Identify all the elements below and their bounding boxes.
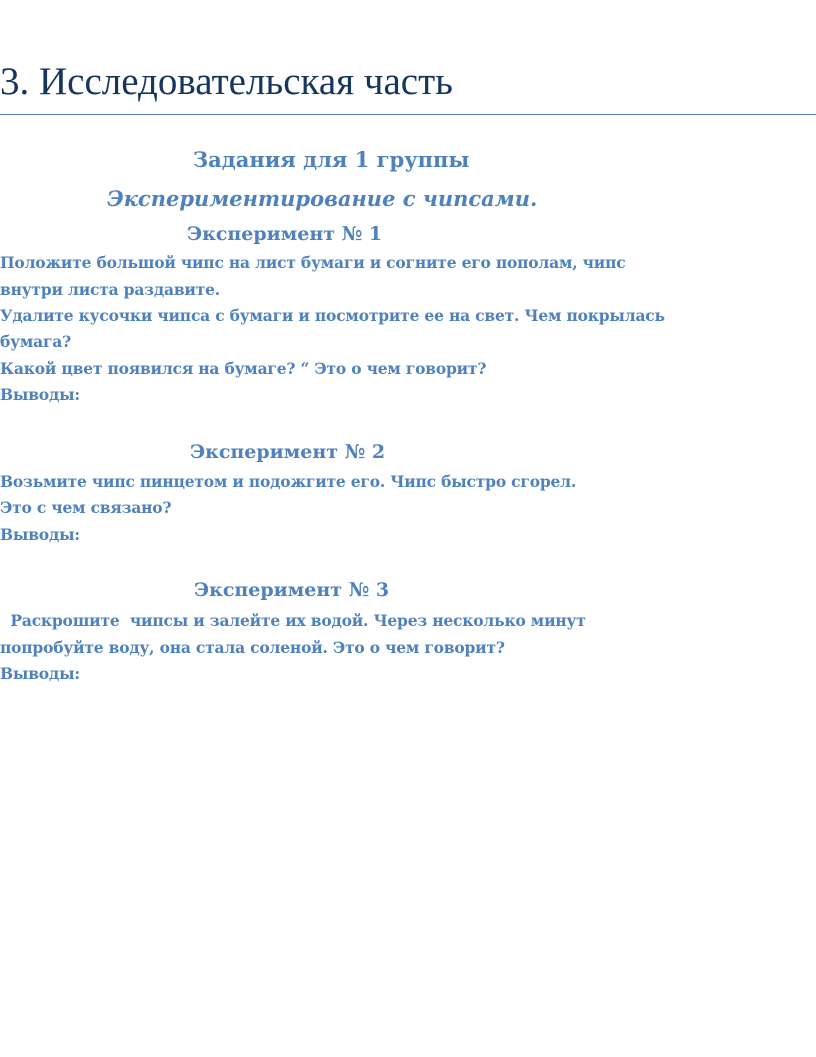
experiment-1-line-4: бумага? [0,332,71,351]
experiment-3-line-1: Раскрошите чипсы и залейте их водой. Через несколько минут [0,611,586,630]
group-subtitle: Экспериментирование с чипсами. [107,186,538,211]
group-heading: Задания для 1 группы [193,147,470,172]
experiment-1-line-2: внутри листа раздавите. [0,280,220,299]
experiment-2-heading: Эксперимент № 2 [190,441,386,463]
experiment-1-heading: Эксперимент № 1 [187,223,383,245]
experiment-1-line-5: Какой цвет появился на бумаге? “ Это о чем говорит? [0,359,487,378]
experiment-1-conclusion-label: Выводы: [0,385,80,404]
page-title: 3. Исследовательская часть [0,60,453,103]
experiment-3-heading: Эксперимент № 3 [194,579,390,601]
experiment-1-line-3: Удалите кусочки чипса с бумаги и посмотрите ее на свет. Чем покрылась [0,306,665,325]
experiment-3-conclusion-label: Выводы: [0,664,80,683]
experiment-1-line-1: Положите большой чипс на лист бумаги и согните его пополам, чипс [0,253,626,272]
experiment-2-conclusion-label: Выводы: [0,525,80,544]
title-divider [0,114,816,115]
experiment-2-line-2: Это с чем связано? [0,498,172,517]
experiment-2-line-1: Возьмите чипс пинцетом и подожгите его. Чипс быстро сгорел. [0,472,577,491]
experiment-3-line-2: попробуйте воду, она стала соленой. Это о чем говорит? [0,638,505,657]
